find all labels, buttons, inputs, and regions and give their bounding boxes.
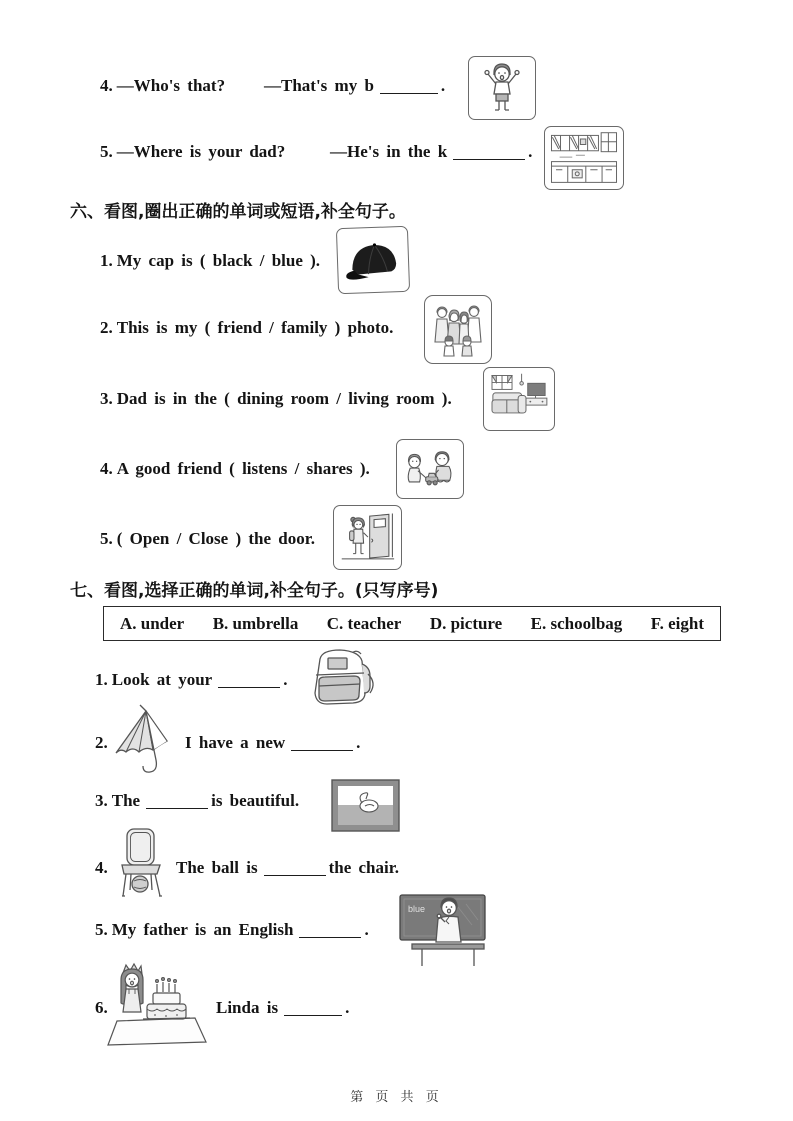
- fill-blank: [291, 736, 353, 751]
- chair-with-ball-icon: [114, 827, 170, 906]
- item-text: The ball is: [176, 858, 258, 877]
- word-bank-option: E. schoolbag: [530, 613, 623, 633]
- section-seven-item-6: [216, 998, 349, 1018]
- item-text-post: .: [345, 998, 350, 1017]
- living-room-icon: [488, 372, 550, 426]
- item-number: 5.: [95, 920, 108, 939]
- section-six-title: 六、看图,圈出正确的单词或短语,补全句子。: [70, 202, 406, 222]
- answer-item-4: [264, 76, 445, 96]
- item-number: 5.: [100, 142, 113, 161]
- fill-blank: [299, 923, 361, 938]
- page-footer: 第 页 共 页: [350, 1090, 443, 1105]
- item-text: Linda is: [216, 998, 279, 1017]
- swan-picture-image: [331, 779, 400, 832]
- girl-at-door-icon: [338, 510, 397, 565]
- period: .: [528, 142, 533, 161]
- word-bank-option: D. picture: [429, 613, 503, 633]
- boy-image: [468, 56, 536, 120]
- fill-blank: [380, 79, 438, 94]
- item-number: 2.: [95, 733, 108, 752]
- item-text: Dad is in the ( dining room / living room ).: [116, 389, 452, 408]
- living-room-image: [483, 367, 555, 431]
- question-text: —Where is your dad?: [116, 142, 286, 161]
- kitchen-image: [544, 126, 624, 190]
- period: .: [440, 76, 446, 95]
- item-text: A good friend ( listens / shares ).: [116, 459, 370, 478]
- black-cap-image: [336, 226, 410, 294]
- item-text-post: is beautiful.: [211, 791, 300, 810]
- kitchen-icon: [548, 130, 620, 186]
- item-text: This is my ( friend / family ) photo.: [116, 318, 394, 337]
- item-text-post: the chair.: [328, 858, 399, 877]
- item-number: 6.: [95, 998, 108, 1017]
- fill-blank: [284, 1001, 342, 1016]
- item-text: My father is an English: [111, 920, 294, 939]
- section-seven-item-2: [185, 733, 360, 753]
- section-seven-item-5: [95, 920, 369, 940]
- item-number: 5.: [100, 529, 113, 548]
- item-text: ( Open / Close ) the door.: [116, 529, 315, 548]
- word-bank-option: B. umbrella: [212, 613, 299, 633]
- birthday-girl-image: [107, 960, 208, 1048]
- question-item-5: [100, 142, 285, 162]
- girl-door-image: [333, 505, 402, 570]
- answer-item-5: [330, 142, 532, 162]
- item-text-post: .: [283, 670, 288, 689]
- section-seven-item-4-number: [95, 858, 112, 878]
- item-number: 3.: [100, 389, 113, 408]
- section-six-item-2: [100, 318, 393, 338]
- item-number: 1.: [95, 670, 108, 689]
- word-bank-option: F. eight: [650, 613, 704, 633]
- fill-blank: [218, 673, 280, 688]
- section-six-item-1: [100, 251, 320, 271]
- item-text: Look at your: [111, 670, 213, 689]
- word-bank-option: A. under: [120, 613, 185, 633]
- section-seven-item-3: [95, 791, 299, 811]
- section-seven-item-1: [95, 670, 287, 690]
- item-number: 4.: [100, 459, 113, 478]
- boys-sharing-toy-car-icon: [401, 444, 459, 494]
- fill-blank: [453, 145, 525, 160]
- umbrella-icon: [110, 704, 176, 778]
- teacher-at-blackboard-icon: [398, 892, 497, 968]
- boys-sharing-image: [396, 439, 464, 499]
- item-text: My cap is ( black / blue ).: [116, 251, 321, 270]
- birthday-girl-with-cake-icon: [107, 960, 208, 1048]
- fill-blank: [146, 794, 208, 809]
- blackboard-word: blue: [408, 904, 426, 914]
- swan-picture-icon: [331, 779, 400, 832]
- item-number: 2.: [100, 318, 113, 337]
- family-photo-image: [424, 295, 492, 364]
- item-number: 4.: [95, 858, 108, 877]
- family-photo-icon: [429, 300, 487, 359]
- umbrella-image: [110, 704, 176, 778]
- item-text: I have a new: [185, 733, 286, 752]
- item-number: 1.: [100, 251, 113, 270]
- boy-with-raised-arms-icon: [472, 60, 532, 116]
- black-cap-icon: [341, 232, 405, 288]
- section-six-item-4: [100, 459, 370, 479]
- item-text-post: .: [364, 920, 369, 939]
- schoolbag-image: [298, 646, 388, 712]
- item-text: The: [111, 791, 141, 810]
- answer-text: —That's my b: [264, 76, 374, 95]
- answer-text: —He's in the k: [330, 142, 448, 161]
- item-number: 4.: [100, 76, 113, 95]
- item-text-post: .: [356, 733, 361, 752]
- word-bank-option: C. teacher: [326, 613, 402, 633]
- question-item-4: [100, 76, 225, 96]
- schoolbag-icon: [298, 646, 388, 712]
- question-text: —Who's that?: [116, 76, 226, 95]
- section-seven-item-4: [176, 858, 399, 878]
- fill-blank: [264, 861, 326, 876]
- teacher-image: [398, 892, 497, 968]
- word-bank-box: [103, 606, 721, 641]
- item-number: 3.: [95, 791, 108, 810]
- chair-image: [114, 827, 170, 906]
- section-seven-title: 七、看图,选择正确的单词,补全句子。(只写序号): [70, 581, 439, 601]
- section-six-item-5: [100, 529, 315, 549]
- section-six-item-3: [100, 389, 452, 409]
